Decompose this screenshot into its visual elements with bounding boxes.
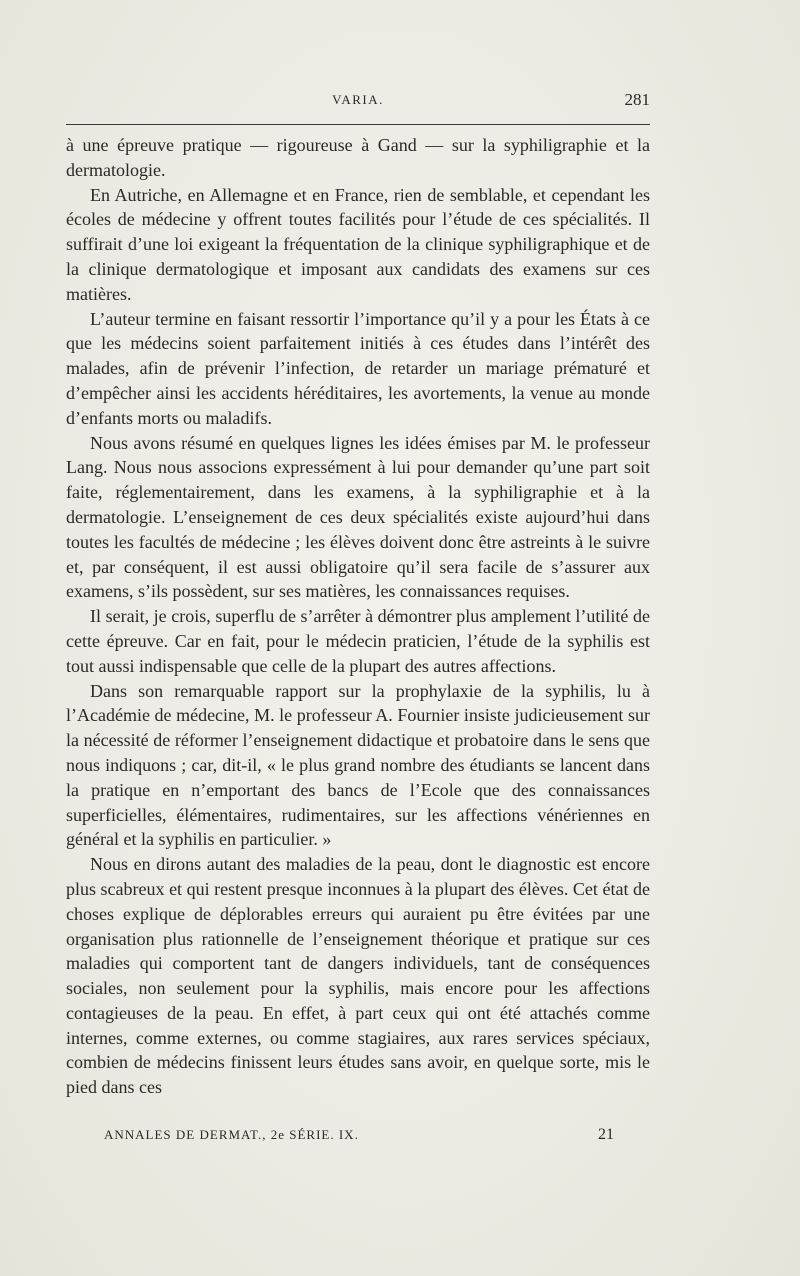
paragraph-4: Nous avons résumé en quelques lignes les idées émises par M. le professeur Lang. Nous nous associons expressément à lui pour demander qu’une part soit faite, réglementairement, dans les examens, à la syphiligraphie et à la dermatologie. L’enseignement de ces deux spécialités existe aujourd’hui dans toutes les facultés de médecine ; les élèves doivent donc être astreints à le suivre et, par conséquent, il est aussi obligatoire qu’il sera facile de s’assurer aux examens, s’ils possèdent, sur ses matières, les connaissances requises. [66, 432, 650, 602]
journal-line: ANNALES DE DERMAT., 2e SÉRIE. IX. [104, 1127, 359, 1142]
paragraph-3: L’auteur termine en faisant ressortir l’importance qu’il y a pour les États à ce que les médecins soient parfaitement initiés à ces études dans l’intérêt des malades, afin de prévenir l’infection, de retarder un mariage prématuré et d’empêcher ainsi les accidents héréditaires, les avortements, la venue au monde d’enfants morts ou maladifs. [66, 308, 650, 428]
paragraph-6: Dans son remarquable rapport sur la prophylaxie de la syphilis, lu à l’Académie de médecine, M. le professeur A. Fournier insiste judicieusement sur la nécessité de réformer l’enseignement didactique et probatoire dans le sens que nous indiquons ; car, dit-il, « le plus grand nombre des étudiants se lancent dans la pratique en n’emportant des bancs de l’Ecole que des connaissances superficielles, élémentaires, rudimentaires, sur les affections vénériennes en général et la syphilis en particulier. » [66, 680, 650, 850]
footer [104, 1127, 650, 1149]
paragraph-2: En Autriche, en Allemagne et en France, rien de semblable, et cependant les écoles de médecine y offrent toutes facilités pour l’étude de ces spécialités. Il suffirait d’une loi exigeant la fréquentation de la clinique syphiligraphique et de la clinique dermatologique et imposant aux candidats des examens sur ces matières. [66, 184, 650, 304]
page-number: 281 [624, 90, 650, 109]
body-text [66, 133, 650, 1100]
header-rule [66, 124, 650, 125]
paragraph-5: Il serait, je crois, superflu de s’arrêter à démontrer plus amplement l’utilité de cette épreuve. Car en fait, pour le médecin praticien, l’étude de la syphilis est tout aussi indispensable que celle de la plupart des autres affections. [66, 606, 650, 676]
paragraph-1: à une épreuve pratique — rigoureuse à Gand — sur la syphiligraphie et la dermatologie. [66, 135, 650, 180]
running-head [66, 92, 650, 116]
running-title: VARIA. [332, 92, 384, 107]
paragraph-7: Nous en dirons autant des maladies de la peau, dont le diagnostic est encore plus scabreux et qui restent presque inconnues à la plupart des élèves. Cet état de choses explique de déplorables erreurs qui auraient pu être évitées par une organisation plus rationnelle de l’enseignement théorique et pratique sur ces maladies qui comportent tant de dangers individuels, tant de conséquences sociales, non seulement pour la syphilis, mais encore pour les affections contagieuses de la peau. En effet, à part ceux qui ont été attachés comme internes, comme externes, ou comme stagiaires, aux rares services spéciaux, combien de médecins finissent leurs études sans avoir, en quelque sorte, mis le pied dans ces [66, 854, 650, 1098]
signature-mark: 21 [598, 1126, 614, 1143]
